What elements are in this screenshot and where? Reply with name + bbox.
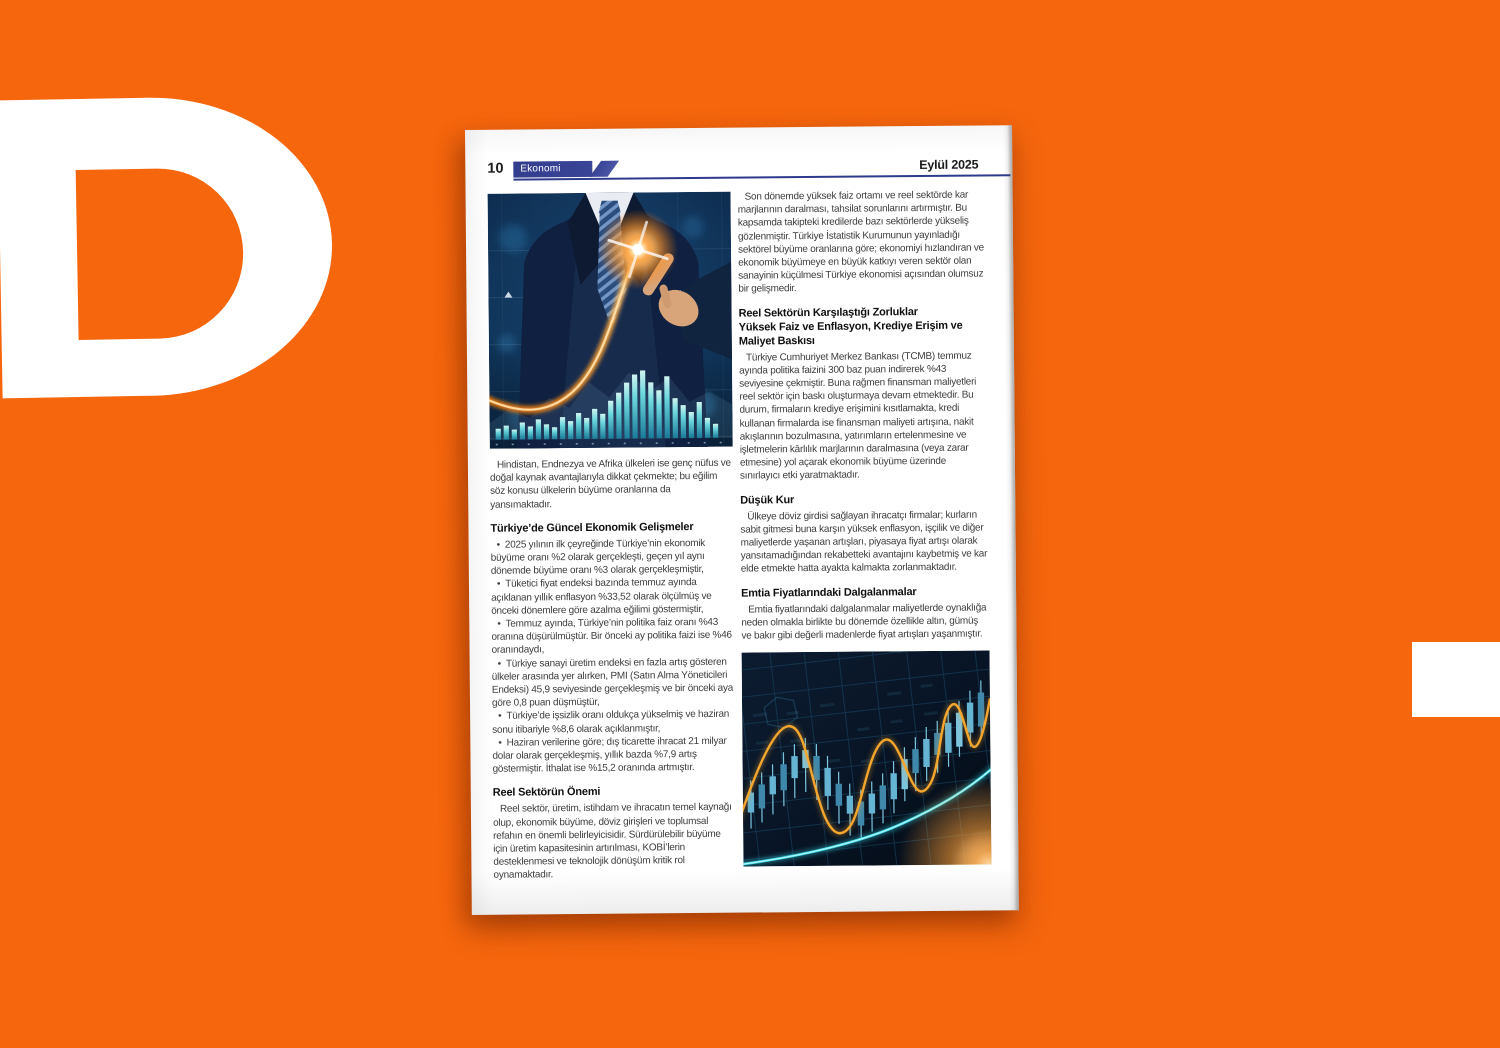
logo-fragment-right xyxy=(1412,642,1500,717)
magazine-page xyxy=(465,125,1019,915)
section-badge xyxy=(513,161,613,178)
bullet-item: • Haziran verilerine göre; dış ticarette ihracat 21 milyar dolar olarak gerçekleşmiş, yıllık bazda %7,9 artış göstermiştir. İthalat ise %15,2 oranında artmıştır. xyxy=(492,735,735,777)
issue-date: Eylül 2025 xyxy=(919,157,979,173)
businessman-growth-chart-photo xyxy=(488,192,733,449)
heading-reel-sektor-onemi: Reel Sektörün Önemi xyxy=(492,786,601,800)
emtia-paragraph: Emtia fiyatlarındaki dalgalanmalar maliyetlerde oynaklığa neden olmakla birlikte bu dönemde özellikle altın, gümüş ve bakır gibi değerli madenlerde fiyat artışları yaşanmıştır. xyxy=(741,602,987,642)
page-number: 10 xyxy=(487,160,504,177)
heading-dusuk-kur: Düşük Kur xyxy=(740,493,795,507)
stock-market-graph-photo xyxy=(742,651,992,867)
logo-letter-d xyxy=(0,86,343,404)
heading-guncel-gelismeler: Türkiye’de Güncel Ekonomik Gelişmeler xyxy=(490,520,694,535)
heading-zorluklar: Reel Sektörün Karşılaştığı Zorluklar xyxy=(738,305,918,320)
section-badge-label: Ekonomi xyxy=(513,161,592,178)
kur-paragraph: Ülkeye döviz girdisi sağlayan ihracatçı firmalar; kurların sabit gitmesi buna karşın yüksek enflasyon, işçilik ve diğer maliyetlerde yaşanan artışları, piyasaya fiyat artışı olarak yansıtamadığından rekabetteki avantajını kaybetmiş ve kar elde etmekte hatta ayakta kalmakta zorlanmaktadır. xyxy=(740,509,988,576)
left-column xyxy=(488,192,737,893)
bullet-item: • Türkiye’de işsizlik oranı oldukça yükselmiş ve haziran sonu itibariyle %8,6 olarak açıklanmıştır, xyxy=(492,708,735,737)
flare xyxy=(598,209,679,290)
bullet-item: • Tüketici fiyat endeksi bazında temmuz ayında açıklanan yıllık enflasyon %33,52 olarak ölçülmüş ve önceki dönemlere göre azalma eğilimi göstermiştir, xyxy=(491,576,734,618)
bullet-item: • Temmuz ayında, Türkiye’nin politika faiz oranı %43 oranına düşürülmüştür. Bir önceki ay politika faizi ise %46 oranındaydı, xyxy=(491,616,734,658)
intro-paragraph: Hindistan, Endnezya ve Afrika ülkeleri ise genç nüfus ve doğal kaynak avantajlarıyla dikkat çekmekte; bu eğilim söz konusu ülkelerin büyüme oranlarına da yansımaktadır. xyxy=(489,457,731,511)
faiz-paragraph: Türkiye Cumhuriyet Merkez Bankası (TCMB) temmuz ayında politika faizini 300 baz puan indirerek %43 seviyesine çekmiştir. Buna rağmen finansman maliyetleri reel sektör için baskı oluşturmaya devam etmektedir. Bu durum, firmaların krediye erişimini kısıtlamakta, kredi kullanan firmalarda ise finansman maliyeti artışına, nakit akışlarının bozulmasına, yatırımların ertelenmesine ve işletmelerin kârlılık marjlarının daralmasına (veya zarar etmesine) yol açarak ekonomik büyüme üzerinde sınırlayıcı etki yaratmaktadır. xyxy=(739,350,977,483)
section-badge-tail xyxy=(590,161,619,177)
bullet-item: • Türkiye sanayi üretim endeksi en fazla artış gösteren ülkeler arasında yer alırken, PMI (Satın Alma Yöneticileri Endeksi) 45,9 seviyesinde gerçekleşmiş ve bir önceki aya göre 0,8 puan düşmüştür, xyxy=(492,655,735,710)
subheading-faiz: Yüksek Faiz ve Enflasyon, Krediye Erişim ve Maliyet Baskısı xyxy=(738,319,963,348)
bullet-item: • 2025 yılının ilk çeyreğinde Türkiye’nin ekonomik büyüme oranı %2 olarak gerçekleşti, geçen yıl aynı dönemde büyüme oranı %3 olarak gerçekleşmiştir, xyxy=(491,536,734,578)
heading-emtia: Emtia Fiyatlarındaki Dalgalanmalar xyxy=(741,585,917,600)
onem-paragraph: Reel sektör, üretim, istihdam ve ihracatın temel kaynağı olup, ekonomik büyüme, döviz girişleri ve toplumsal refahın en önemli belirleyicisidir. Sürdürülebilir büyüme için üretim kapasitesinin artırılması, KOBİ’lerin desteklenmesi ve teknolojik dönüşüm kritik rol oynamaktadır. xyxy=(493,802,732,882)
lead-paragraph: Son dönemde yüksek faiz ortamı ve reel sektörde kar marjlarının daralması, tahsilat sorunlarını artırmıştır. Bu kapsamda takipteki kredilerde bazı sektörlerde yükseliş gözlenmiştir. Türkiye İstatistik Kurumunun yayınladığı sektörel büyüme oranlarına göre; ekonomiyi hızlandıran ve ekonomik büyümeye en büyük katkıyı veren sektör olan sanayinin küçülmesi Türkiye ekonomisi açısından olumsuz bir gelişmedir. xyxy=(737,189,985,296)
right-column xyxy=(738,188,992,866)
